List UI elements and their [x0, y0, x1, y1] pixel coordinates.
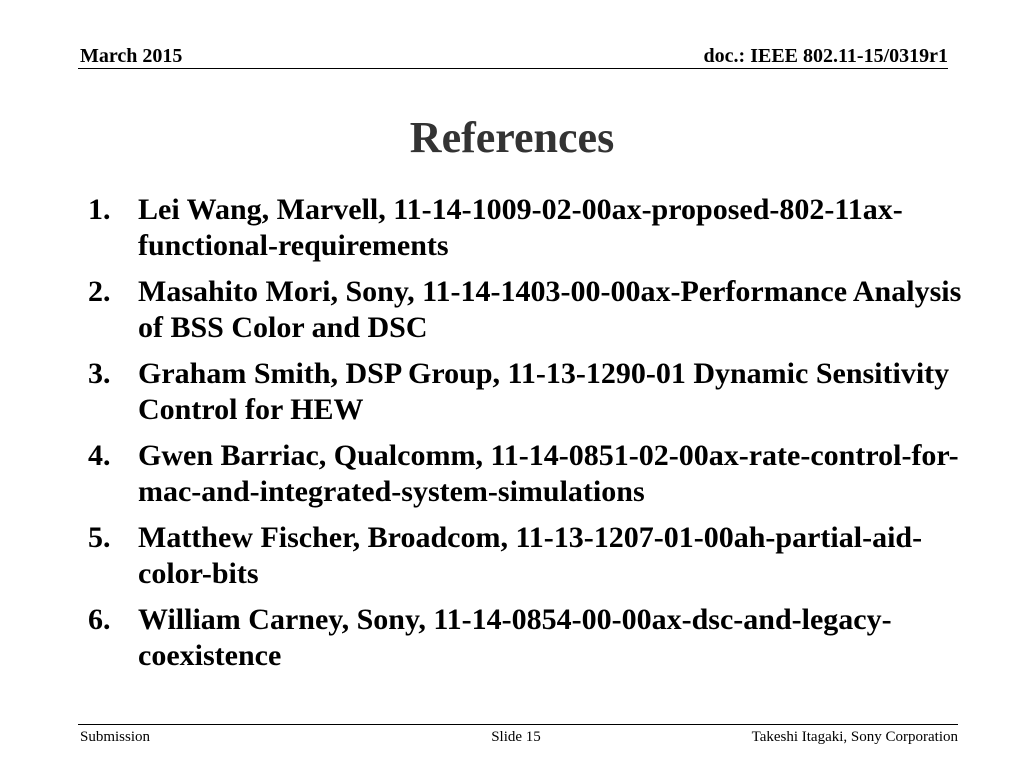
- reference-number: 1.: [88, 193, 111, 226]
- reference-text: Gwen Barriac, Qualcomm, 11-14-0851-02-00ax-rate-control-for-mac-and-integrated-system-simulations: [138, 439, 959, 508]
- header-doc-id: doc.: IEEE 802.11-15/0319r1: [703, 45, 948, 67]
- footer-slide-number: Slide 15: [491, 729, 541, 745]
- reference-text: Matthew Fischer, Broadcom, 11-13-1207-01-00ah-partial-aid-color-bits: [138, 521, 923, 590]
- reference-text: Lei Wang, Marvell, 11-14-1009-02-00ax-proposed-802-11ax-functional-requirements: [138, 193, 903, 262]
- reference-text: William Carney, Sony, 11-14-0854-00-00ax-dsc-and-legacy-coexistence: [138, 603, 892, 672]
- reference-text: Graham Smith, DSP Group, 11-13-1290-01 Dynamic Sensitivity Control for HEW: [138, 357, 950, 426]
- reference-number: 3.: [88, 357, 111, 390]
- footer-author: Takeshi Itagaki, Sony Corporation: [751, 729, 958, 745]
- reference-number: 6.: [88, 603, 111, 636]
- reference-text: Masahito Mori, Sony, 11-14-1403-00-00ax-Performance Analysis of BSS Color and DSC: [138, 275, 962, 344]
- reference-number: 2.: [88, 275, 111, 308]
- reference-number: 4.: [88, 439, 111, 472]
- footer-submission: Submission: [80, 729, 151, 745]
- reference-item-3: [88, 356, 968, 428]
- header-date: March 2015: [80, 45, 183, 67]
- slide-title: References: [409, 113, 615, 162]
- reference-number: 5.: [88, 521, 111, 554]
- reference-item-6: [88, 602, 968, 674]
- references-list: [88, 192, 968, 684]
- footer-divider: [78, 724, 958, 725]
- reference-item-2: [88, 274, 968, 346]
- header-divider: [78, 68, 948, 69]
- reference-item-4: [88, 438, 968, 510]
- reference-item-1: [88, 192, 968, 264]
- reference-item-5: [88, 520, 968, 592]
